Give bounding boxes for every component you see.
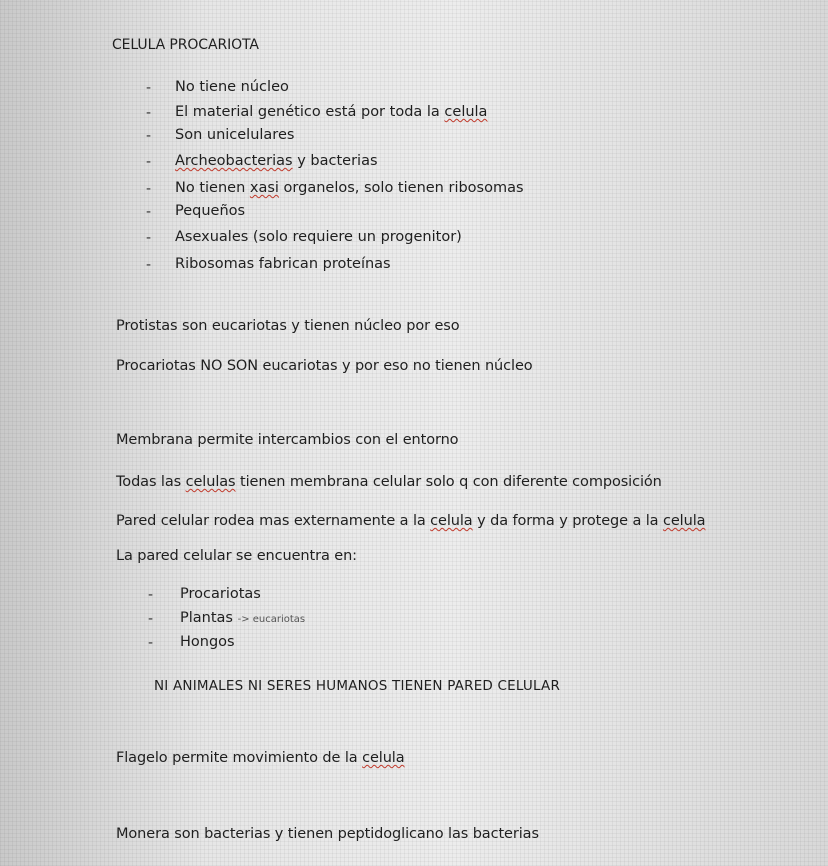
paragraph (116, 474, 662, 490)
paragraph-text: tienen membrana celular solo q con diferente composición (235, 474, 662, 490)
paragraph: Monera son bacterias y tienen peptidoglicano las bacterias (116, 826, 539, 842)
misspelled-word: celulas (185, 474, 236, 490)
bullet-dash: - (148, 635, 154, 651)
bullet-dash: - (146, 80, 152, 96)
misspelled-word: xasi (249, 180, 279, 196)
paragraph-text: Todas las (116, 474, 186, 490)
list-item: Hongos (180, 634, 235, 650)
list-item-text: El material genético está por toda la (175, 104, 445, 120)
list-item-note: -> eucariotas (237, 614, 306, 625)
list-item: No tiene núcleo (175, 79, 289, 95)
paragraph-text: y da forma y protege a la (472, 513, 663, 529)
bullet-dash: - (146, 257, 152, 273)
bullet-dash: - (146, 154, 152, 170)
list-item-text: No tienen (175, 180, 250, 196)
list-item-text: y bacterias (292, 153, 378, 169)
bullet-dash: - (146, 181, 152, 197)
list-item (180, 610, 305, 626)
list-item-text: Plantas (180, 610, 233, 626)
paragraph: Membrana permite intercambios con el entorno (116, 432, 459, 448)
bullet-dash: - (148, 611, 154, 627)
bullet-dash: - (148, 587, 154, 603)
list-item (175, 180, 524, 196)
misspelled-word: celula (662, 513, 706, 529)
paragraph-text: Flagelo permite movimiento de la (116, 750, 363, 766)
paragraph (116, 513, 705, 529)
list-item: Ribosomas fabrican proteínas (175, 256, 391, 272)
list-item: Procariotas (180, 586, 261, 602)
misspelled-word: celula (362, 750, 405, 766)
misspelled-word: celula (430, 513, 473, 529)
paragraph: La pared celular se encuentra en: (116, 548, 357, 564)
bullet-dash: - (146, 105, 152, 121)
misspelled-word: celula (444, 104, 488, 120)
list-item: Asexuales (solo requiere un progenitor) (175, 229, 462, 245)
bullet-dash: - (146, 128, 152, 144)
paragraph (116, 750, 405, 766)
misspelled-word: Archeobacterias (175, 153, 293, 169)
paragraph-text: Pared celular rodea mas externamente a la (116, 513, 431, 529)
list-item (175, 153, 378, 169)
list-item-text: organelos, solo tienen ribosomas (278, 180, 524, 196)
paragraph: Procariotas NO SON eucariotas y por eso no tienen núcleo (116, 358, 533, 374)
emphasis-line: NI ANIMALES NI SERES HUMANOS TIENEN PARED CELULAR (154, 678, 561, 694)
list-item: Pequeños (175, 203, 246, 219)
list-item: Son unicelulares (175, 127, 295, 143)
bullet-dash: - (146, 204, 152, 220)
document-title: CELULA PROCARIOTA (112, 37, 259, 53)
list-item (175, 104, 487, 120)
bullet-dash: - (146, 230, 152, 246)
paragraph: Protistas son eucariotas y tienen núcleo por eso (116, 318, 460, 334)
